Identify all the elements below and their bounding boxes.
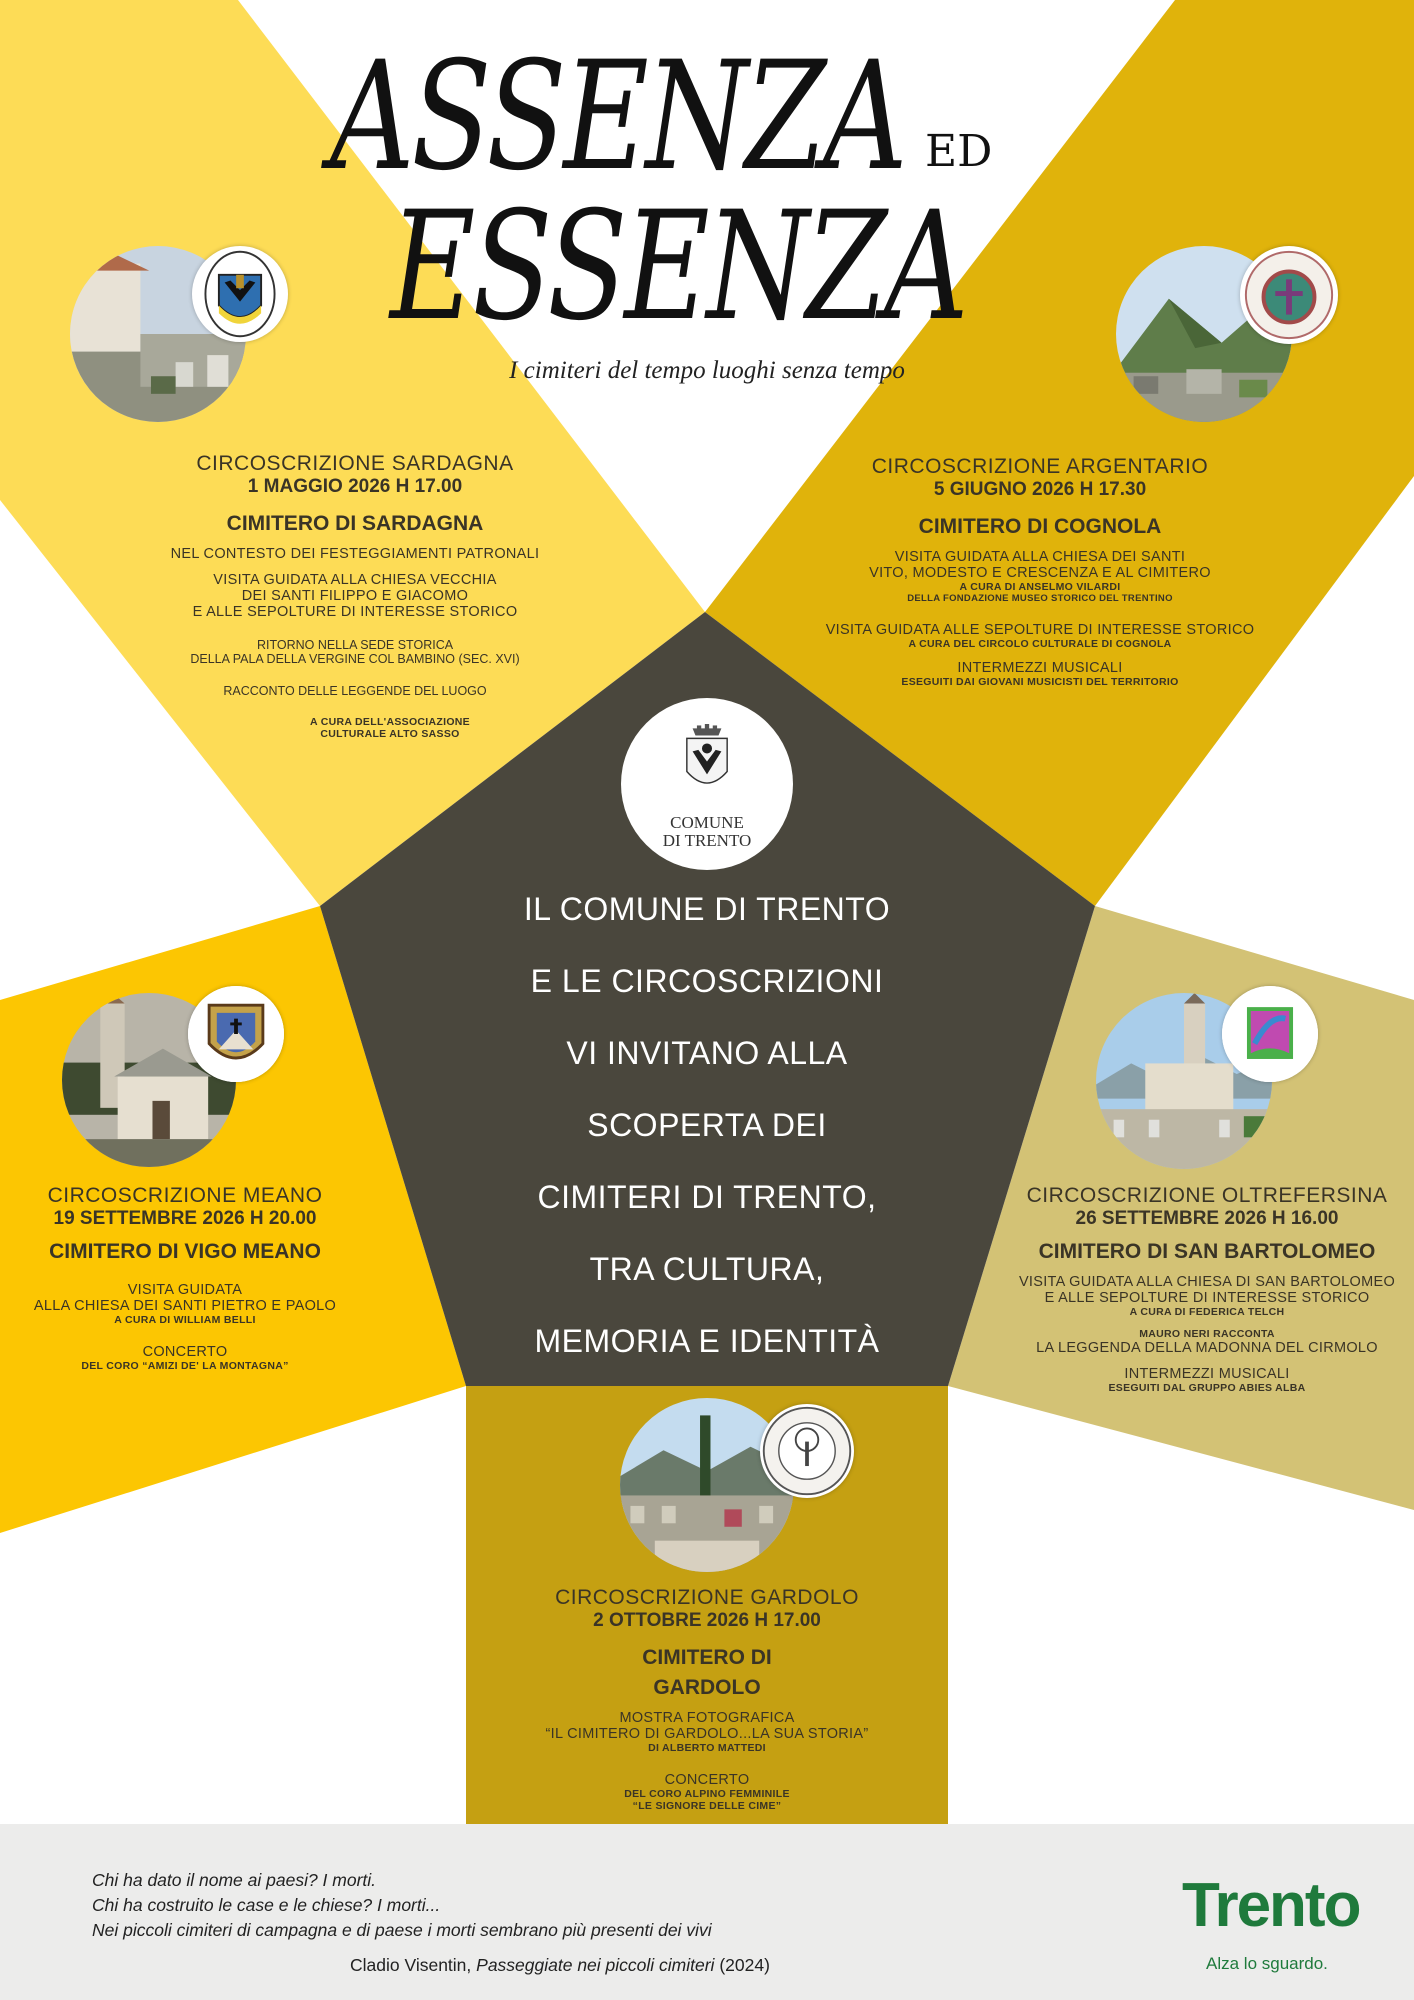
credits: A CURA DI WILLIAM BELLI: [114, 1314, 256, 1326]
description: ALLA CHIESA DEI SANTI PIETRO E PAOLO: [33, 1298, 337, 1314]
comune-name-line1: COMUNE: [670, 813, 744, 832]
cemetery-name: CIMITERO DI COGNOLA: [918, 515, 1162, 538]
event-oltrefersina: [1000, 1184, 1414, 1394]
cemetery-name: CIMITERO DI VIGO MEANO: [49, 1240, 321, 1263]
credits: MAURO NERI RACCONTA: [1139, 1328, 1275, 1340]
credits: CULTURALE ALTO SASSO: [320, 728, 460, 740]
comune-name-line2: DI TRENTO: [662, 831, 752, 850]
quote-line: Chi ha costruito le case e le chiese? I morti...: [92, 1895, 441, 1915]
description: “IL CIMITERO DI GARDOLO...LA SUA STORIA”: [545, 1726, 869, 1742]
credits: A CURA DEL CIRCOLO CULTURALE DI COGNOLA: [908, 638, 1172, 650]
circoscrizione-label: CIRCOSCRIZIONE GARDOLO: [555, 1586, 859, 1609]
credits: ESEGUITI DAI GIOVANI MUSICISTI DEL TERRITORIO: [901, 676, 1179, 688]
circoscrizione-label: CIRCOSCRIZIONE MEANO: [47, 1184, 323, 1207]
event-date: 19 SETTEMBRE 2026 H 20.00: [53, 1208, 317, 1229]
comune-di-trento-logo: [621, 698, 793, 870]
quote-line: Chi ha dato il nome ai paesi? I morti.: [92, 1870, 377, 1890]
title-ed: ED: [925, 126, 993, 177]
description: RACCONTO DELLE LEGGENDE DEL LUOGO: [223, 684, 487, 698]
meano-emblem: [188, 986, 284, 1082]
sardagna-emblem: [192, 246, 288, 342]
description: VISITA GUIDATA ALLA CHIESA VECCHIA: [213, 572, 497, 588]
quote-citation: [350, 1955, 770, 1976]
footer-quote: [92, 1868, 712, 1943]
credits: A CURA DELL'ASSOCIAZIONE: [309, 716, 470, 728]
description: VISITA GUIDATA ALLA CHIESA DI SAN BARTOLOMEO: [1018, 1274, 1396, 1290]
description: INTERMEZZI MUSICALI: [1124, 1366, 1290, 1382]
event-date: 2 OTTOBRE 2026 H 17.00: [593, 1610, 821, 1631]
event-date: 26 SETTEMBRE 2026 H 16.00: [1075, 1208, 1339, 1229]
oltrefersina-emblem: [1222, 986, 1318, 1082]
invitation-text: [430, 886, 984, 1390]
circoscrizione-label: CIRCOSCRIZIONE OLTREFERSINA: [1026, 1184, 1388, 1207]
credits: DI ALBERTO MATTEDI: [648, 1742, 766, 1754]
cemetery-name: CIMITERO DI SAN BARTOLOMEO: [1038, 1240, 1376, 1263]
description: VISITA GUIDATA: [127, 1282, 243, 1298]
credits: ESEGUITI DAL GRUPPO ABIES ALBA: [1108, 1382, 1306, 1394]
argentario-emblem: [1240, 246, 1338, 344]
cemetery-name: CIMITERO DI SARDAGNA: [226, 512, 484, 535]
description: CONCERTO: [142, 1344, 228, 1360]
event-sardagna: [140, 452, 570, 740]
trento-city-logo: [1182, 1870, 1392, 1990]
event-argentario: [820, 455, 1260, 688]
cemetery-name: GARDOLO: [653, 1676, 761, 1699]
trento-logo-word: Trento: [1182, 1871, 1360, 1940]
event-date: 1 MAGGIO 2026 H 17.00: [247, 476, 463, 497]
description: E ALLE SEPOLTURE DI INTERESSE STORICO: [192, 604, 518, 620]
subtitle: I cimiteri del tempo luoghi senza tempo: [509, 357, 905, 384]
trento-coat-of-arms-icon: [671, 708, 743, 812]
invitation-line: MEMORIA E IDENTITÀ: [534, 1323, 880, 1359]
title-essenza: ESSENZA: [390, 180, 966, 354]
event-gardolo: [466, 1586, 948, 1812]
title-assenza: ASSENZA: [330, 30, 905, 204]
description: VITO, MODESTO E CRESCENZA E AL CIMITERO: [869, 565, 1211, 581]
description: INTERMEZZI MUSICALI: [957, 660, 1123, 676]
citation-author: Cladio Visentin,: [350, 1955, 477, 1975]
credits: DEL CORO “AMIZI DE' LA MONTAGNA”: [81, 1360, 289, 1372]
circoscrizione-label: CIRCOSCRIZIONE SARDAGNA: [196, 452, 514, 475]
description: RITORNO NELLA SEDE STORICA: [256, 638, 454, 652]
circoscrizione-label: CIRCOSCRIZIONE ARGENTARIO: [871, 455, 1209, 478]
description: LA LEGGENDA DELLA MADONNA DEL CIRMOLO: [1036, 1340, 1378, 1356]
description: DELLA PALA DELLA VERGINE COL BAMBINO (SEC. XVI): [190, 652, 520, 666]
event-title: [300, 30, 1000, 360]
invitation-line: SCOPERTA DEI: [587, 1107, 827, 1143]
trento-logo-tagline: Alza lo sguardo.: [1206, 1954, 1328, 1973]
invitation-line: CIMITERI DI TRENTO,: [537, 1179, 877, 1215]
credits: A CURA DI FEDERICA TELCH: [1129, 1306, 1285, 1318]
description: MOSTRA FOTOGRAFICA: [619, 1710, 795, 1726]
description: E ALLE SEPOLTURE DI INTERESSE STORICO: [1044, 1290, 1370, 1306]
invitation-line: E LE CIRCOSCRIZIONI: [530, 963, 884, 999]
citation-year: (2024): [714, 1955, 770, 1975]
citation-title: Passeggiate nei piccoli cimiteri: [476, 1955, 715, 1975]
credits: “LE SIGNORE DELLE CIME”: [632, 1800, 782, 1812]
description: DEI SANTI FILIPPO E GIACOMO: [241, 588, 469, 604]
invitation-line: VI INVITANO ALLA: [566, 1035, 848, 1071]
quote-line: Nei piccoli cimiteri di campagna e di paese i morti sembrano più presenti dei vivi: [92, 1920, 712, 1940]
credits: A CURA DI ANSELMO VILARDI: [959, 581, 1121, 593]
gardolo-emblem: [760, 1404, 854, 1498]
credits: DELLA FONDAZIONE MUSEO STORICO DEL TRENTINO: [907, 593, 1173, 604]
invitation-line: IL COMUNE DI TRENTO: [523, 891, 891, 927]
cemetery-name: CIMITERO DI: [642, 1646, 772, 1669]
credits: DEL CORO ALPINO FEMMINILE: [624, 1788, 790, 1800]
description: CONCERTO: [664, 1772, 750, 1788]
invitation-line: TRA CULTURA,: [589, 1251, 825, 1287]
event-meano: [0, 1184, 370, 1372]
description: VISITA GUIDATA ALLA CHIESA DEI SANTI: [894, 549, 1186, 565]
event-date: 5 GIUGNO 2026 H 17.30: [933, 479, 1147, 500]
description: VISITA GUIDATA ALLE SEPOLTURE DI INTERESSE STORICO: [825, 622, 1255, 638]
description: NEL CONTESTO DEI FESTEGGIAMENTI PATRONALI: [170, 546, 540, 562]
